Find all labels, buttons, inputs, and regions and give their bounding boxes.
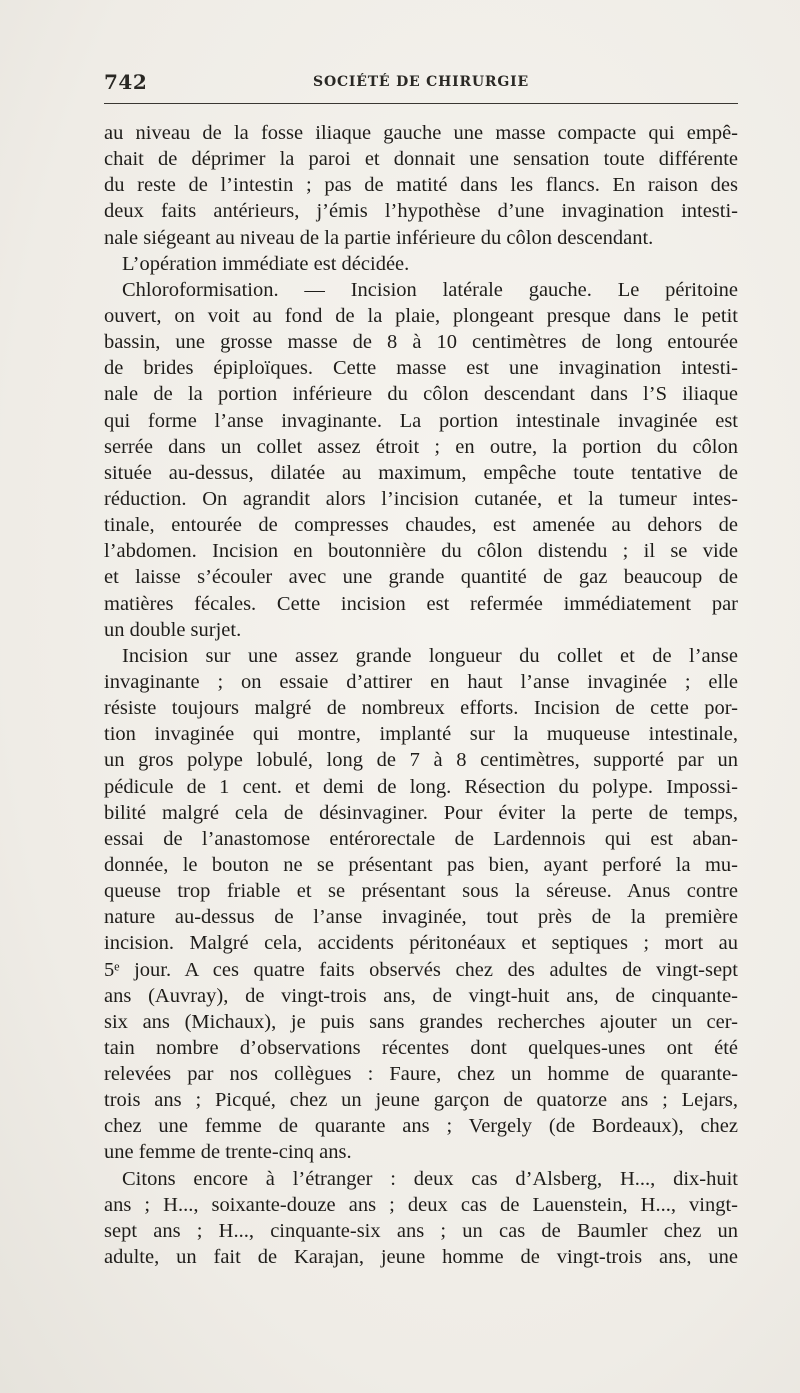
text-line: six ans (Michaux), je puis sans grandes recherches ajouter un cer- (104, 1010, 738, 1033)
text-line: de brides épiploïques. Cette masse est une invagination intesti- (104, 357, 738, 380)
text-line: ouvert, on voit au fond de la plaie, plongeant presque dans le petit (104, 304, 738, 327)
text-line: 5ᵉ jour. A ces quatre faits observés chez des adultes de vingt-sept (104, 958, 738, 981)
text-line: l’abdomen. Incision en boutonnière du côlon distendu ; il se vide (104, 540, 738, 563)
text-line: adulte, un fait de Karajan, jeune homme de vingt-trois ans, une (104, 1246, 738, 1269)
text-line: tion invaginée qui montre, implanté sur la muqueuse intestinale, (104, 723, 738, 746)
text-line: ans (Auvray), de vingt-trois ans, de vingt-huit ans, de cinquante- (104, 984, 738, 1007)
text-line: nature au-dessus de l’anse invaginée, tout près de la première (104, 906, 738, 929)
text-line: tinale, entourée de compresses chaudes, est amenée au dehors de (104, 514, 738, 537)
text-line: nale de la portion inférieure du côlon descendant dans l’S iliaque (104, 383, 738, 406)
text-line: tain nombre d’observations récentes dont quelques-unes ont été (104, 1036, 738, 1059)
text-line: du reste de l’intestin ; pas de matité dans les flancs. En raison des (104, 174, 738, 197)
page-number: 742 (104, 70, 148, 94)
text-line: au niveau de la fosse iliaque gauche une masse compacte qui empê- (104, 122, 738, 144)
text-line: chait de déprimer la paroi et donnait une sensation toute différente (104, 148, 738, 171)
text-line: nale siégeant au niveau de la partie inférieure du côlon descendant. (104, 226, 654, 249)
text-line: sept ans ; H..., cinquante-six ans ; un cas de Baumler chez un (104, 1219, 738, 1242)
text-line: Incision sur une assez grande longueur du collet et de l’anse (122, 644, 738, 667)
text-line: donnée, le bouton ne se présentant pas bien, ayant perforé la mu- (104, 853, 738, 876)
text-line: matières fécales. Cette incision est refermée immédiatement par (104, 592, 738, 615)
header-rule (104, 103, 738, 104)
text-line: située au-dessus, dilatée au maximum, empêche toute tentative de (104, 461, 738, 484)
text-line: pédicule de 1 cent. et demi de long. Résection du polype. Impossi- (104, 775, 738, 798)
text-line: queuse trop friable et se présentant sous la séreuse. Anus contre (104, 880, 738, 903)
text-line: Citons encore à l’étranger : deux cas d’Alsberg, H..., dix-huit (122, 1167, 738, 1190)
text-line: bassin, une grosse masse de 8 à 10 centimètres de long entourée (104, 331, 738, 354)
text-line: un gros polype lobulé, long de 7 à 8 centimètres, supporté par un (104, 749, 738, 772)
text-line: invaginante ; on essaie d’attirer en haut l’anse invaginée ; elle (104, 670, 738, 693)
text-line: relevées par nos collègues : Faure, chez un homme de quarante- (104, 1063, 738, 1086)
text-line: bilité malgré cela de désinvaginer. Pour éviter la perte de temps, (104, 801, 738, 824)
text-line: ans ; H..., soixante-douze ans ; deux cas de Lauenstein, H..., vingt- (104, 1193, 738, 1216)
body-text (104, 120, 738, 1270)
text-line: essai de l’anastomose entérorectale de Lardennois qui est aban- (104, 827, 738, 850)
text-line: serrée dans un collet assez étroit ; en outre, la portion du côlon (104, 435, 738, 458)
text-line: trois ans ; Picqué, chez un jeune garçon de quatorze ans ; Lejars, (104, 1089, 738, 1112)
text-line: L’opération immédiate est décidée. (122, 252, 410, 275)
text-line: incision. Malgré cela, accidents péritonéaux et septiques ; mort au (104, 932, 738, 955)
text-line: réduction. On agrandit alors l’incision cutanée, et la tumeur intes- (104, 487, 738, 510)
text-line: une femme de trente-cinq ans. (104, 1141, 352, 1164)
text-line: qui forme l’anse invaginante. La portion intestinale invaginée est (104, 409, 738, 432)
page-header (104, 70, 738, 98)
text-line: un double surjet. (104, 618, 242, 641)
text-line: et laisse s’écouler avec une grande quantité de gaz beaucoup de (104, 566, 738, 589)
text-line: résiste toujours malgré de nombreux efforts. Incision de cette por- (104, 697, 738, 720)
text-line: Chloroformisation. — Incision latérale gauche. Le péritoine (122, 278, 738, 301)
text-line: chez une femme de quarante ans ; Vergely (de Bordeaux), chez (104, 1115, 738, 1138)
running-head: SOCIÉTÉ DE CHIRURGIE (313, 74, 529, 90)
text-line: deux faits antérieurs, j’émis l’hypothèse d’une invagination intesti- (104, 200, 738, 223)
